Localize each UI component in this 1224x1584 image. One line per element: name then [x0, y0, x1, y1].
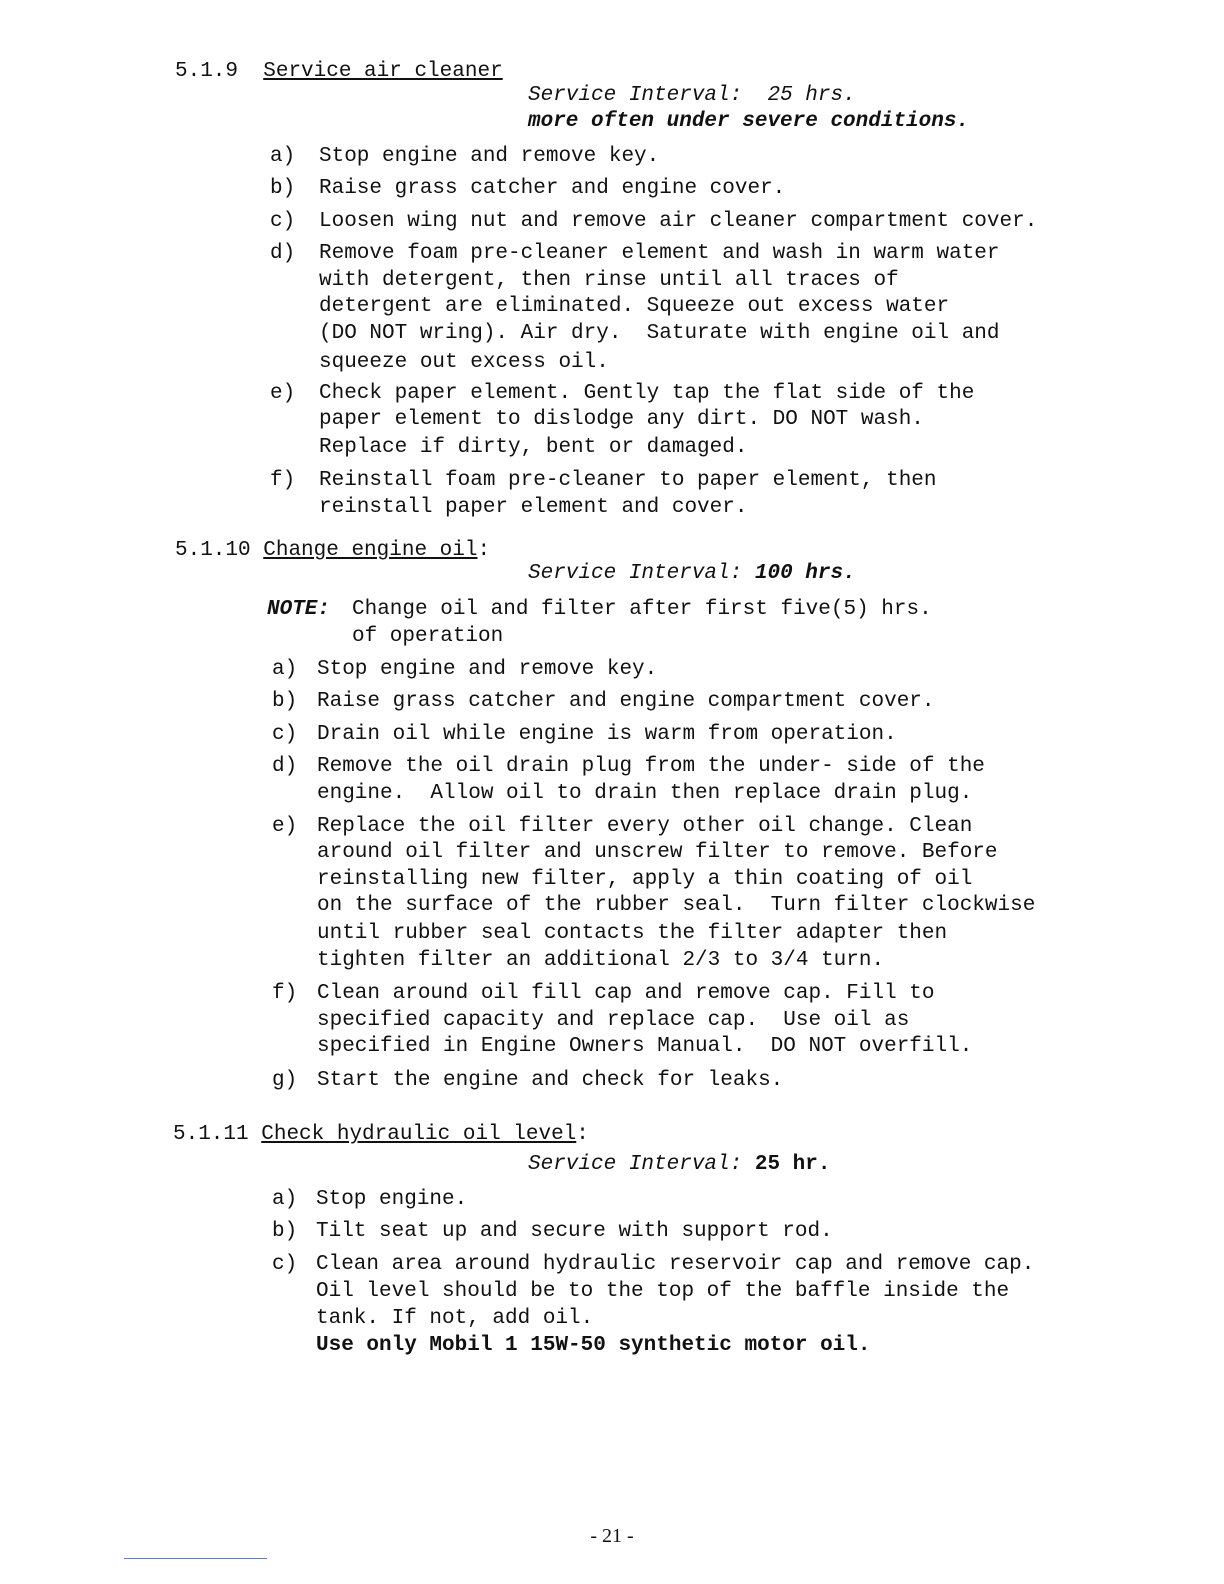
note-label: NOTE: [267, 598, 331, 621]
interval-value: 25 hrs. [767, 84, 856, 107]
list-item-line: reinstall paper element and cover. [319, 496, 748, 519]
list-item: Stop engine and remove key. [317, 658, 658, 681]
section-title: Check hydraulic oil level [261, 1123, 577, 1146]
interval-label: Service Interval: [528, 84, 743, 107]
item-label: c) [272, 723, 298, 746]
interval-value: 100 hrs. [754, 562, 856, 585]
service-interval [528, 1151, 830, 1178]
service-interval [528, 560, 856, 587]
interval-value: 25 hr. [754, 1153, 831, 1176]
item-label: b) [272, 1220, 298, 1243]
list-item-line: squeeze out excess oil. [319, 351, 609, 374]
section-number: 5.1.9 [175, 60, 239, 83]
note-line: Change oil and filter after first five(5) hrs. [352, 598, 932, 621]
section-title: Service air cleaner [263, 60, 503, 83]
list-item-line: around oil filter and unscrew filter to remove. Before [317, 841, 998, 864]
item-label: c) [272, 1253, 298, 1276]
list-item-line: Replace the oil filter every other oil change. Clean [317, 815, 973, 838]
list-item: Drain oil while engine is warm from operation. [317, 723, 897, 746]
item-label: e) [272, 815, 298, 838]
list-item-line: detergent are eliminated. Squeeze out excess water [319, 295, 950, 318]
list-item-line: Remove foam pre-cleaner element and wash in warm water [319, 242, 1000, 265]
note-line: of operation [352, 625, 504, 648]
list-item-line: Oil level should be to the top of the baffle inside the [316, 1280, 1010, 1303]
list-item-line: Remove the oil drain plug from the under- side of the [317, 755, 985, 778]
list-item-line: Clean area around hydraulic reservoir cap and remove cap. [316, 1253, 1035, 1276]
list-item-line: until rubber seal contacts the filter adapter then [317, 922, 948, 945]
list-item: Raise grass catcher and engine cover. [319, 177, 786, 200]
list-item: Stop engine. [316, 1188, 468, 1211]
section-number: 5.1.10 [175, 539, 251, 562]
item-label: g) [272, 1069, 298, 1092]
interval-label: Service Interval: [528, 1153, 743, 1176]
item-label: a) [272, 658, 298, 681]
list-item-line: engine. Allow oil to drain then replace drain plug. [317, 782, 973, 805]
list-item-line: Check paper element. Gently tap the flat side of the [319, 382, 975, 405]
list-item-line: specified capacity and replace cap. Use oil as [317, 1009, 910, 1032]
list-item-line: specified in Engine Owners Manual. DO NOT overfill. [317, 1035, 973, 1058]
section-title-suffix: : [576, 1123, 589, 1146]
item-label: f) [272, 982, 298, 1005]
list-item-line: paper element to dislodge any dirt. DO NOT wash. [319, 408, 924, 431]
section-heading [175, 58, 503, 85]
list-item: Stop engine and remove key. [319, 145, 660, 168]
interval-extra: more often under severe conditions. [528, 110, 970, 133]
list-item: Raise grass catcher and engine compartment cover. [317, 690, 935, 713]
interval-label: Service Interval: [528, 562, 743, 585]
footer-rule [124, 1558, 267, 1559]
list-item-line: Replace if dirty, bent or damaged. [319, 436, 748, 459]
section-number: 5.1.11 [173, 1123, 249, 1146]
section-title-suffix: : [477, 539, 491, 562]
list-item-line: with detergent, then rinse until all traces of [319, 269, 899, 292]
item-label: b) [272, 690, 298, 713]
section-title: Change engine oil [263, 539, 478, 562]
item-label: c) [270, 210, 296, 233]
item-label: a) [270, 145, 296, 168]
list-item-line: tank. If not, add oil. [316, 1307, 594, 1330]
page-number: - 21 - [590, 1525, 634, 1547]
list-item: Loosen wing nut and remove air cleaner compartment cover. [319, 210, 1038, 233]
list-item-line: tighten filter an additional 2/3 to 3/4 turn. [317, 949, 885, 972]
list-item-line: Clean around oil fill cap and remove cap. Fill to [317, 982, 935, 1005]
list-item-line: (DO NOT wring). Air dry. Saturate with engine oil and [319, 322, 1000, 345]
item-label: a) [272, 1188, 298, 1211]
list-item: Tilt seat up and secure with support rod. [316, 1220, 833, 1243]
final-note: Use only Mobil 1 15W-50 synthetic motor oil. [316, 1334, 871, 1357]
item-label: b) [270, 177, 296, 200]
section-heading [175, 537, 490, 564]
list-item-line: Reinstall foam pre-cleaner to paper element, then [319, 469, 937, 492]
list-item-line: reinstalling new filter, apply a thin coating of oil [317, 868, 973, 891]
item-label: d) [272, 755, 298, 778]
list-item: Start the engine and check for leaks. [317, 1069, 784, 1092]
section-heading [173, 1121, 589, 1148]
service-interval [528, 82, 856, 109]
list-item-line: on the surface of the rubber seal. Turn filter clockwise [317, 894, 1036, 917]
item-label: e) [270, 382, 296, 405]
item-label: d) [270, 242, 296, 265]
item-label: f) [270, 469, 296, 492]
